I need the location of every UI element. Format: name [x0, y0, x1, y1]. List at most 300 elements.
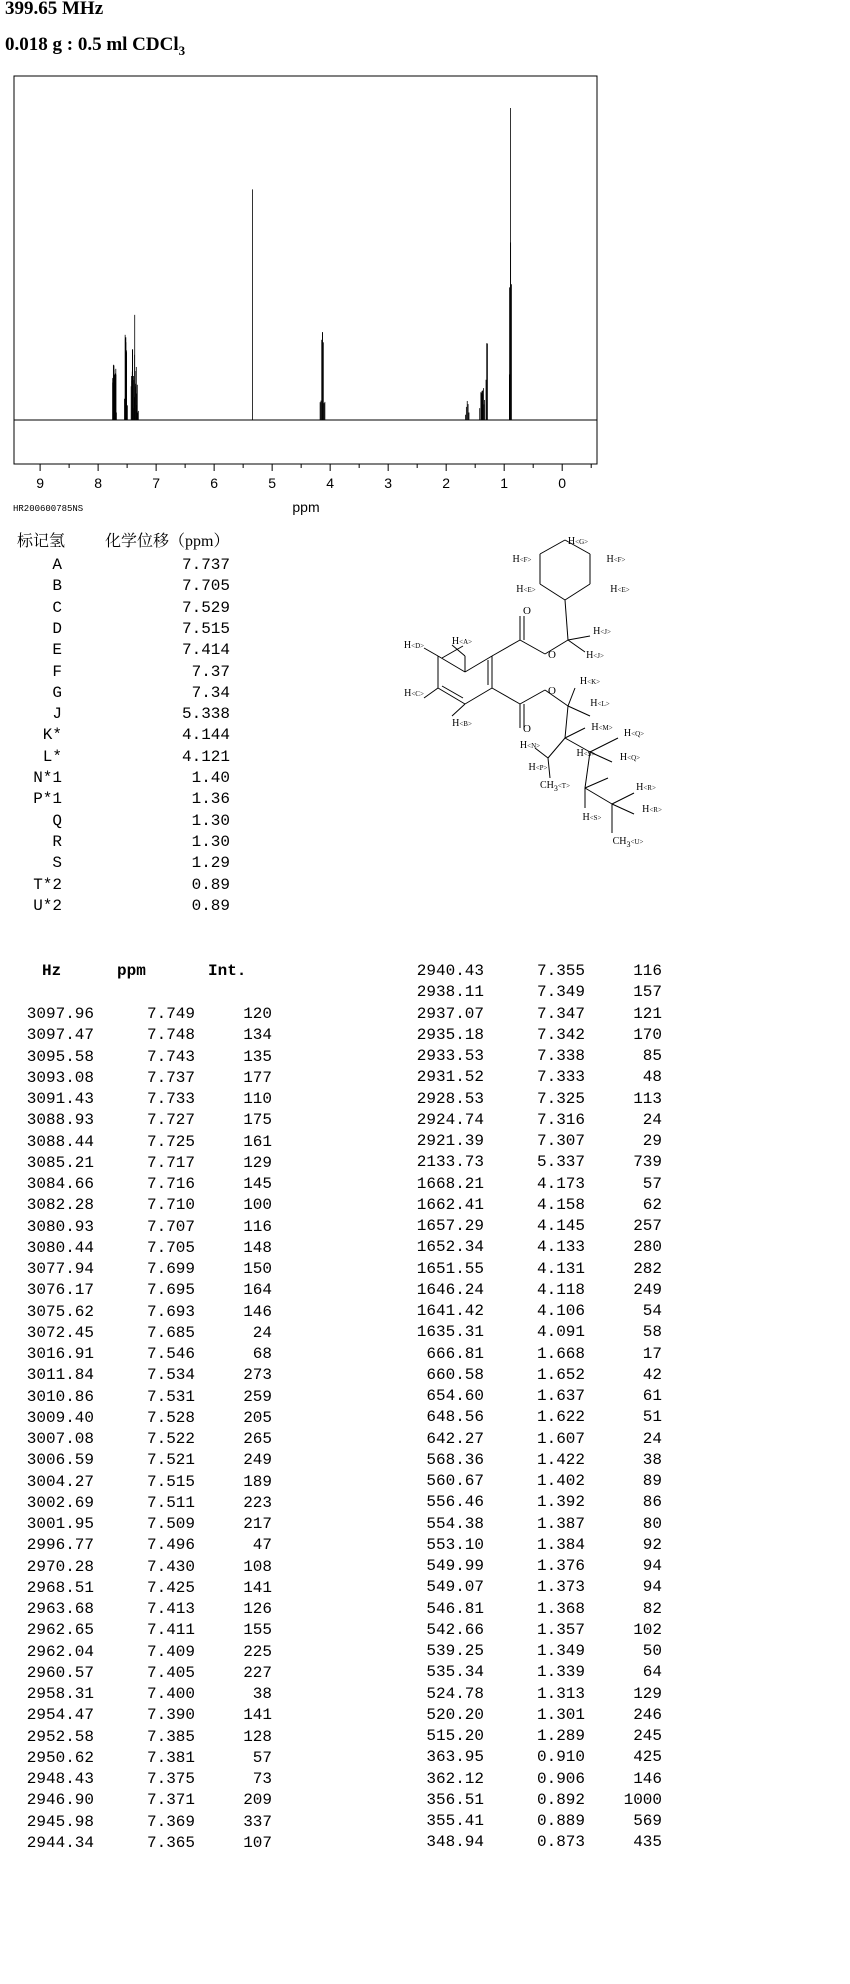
hydrogen-label: F [52, 662, 62, 681]
hydrogen-atom-label: H<E> [610, 584, 630, 595]
chemical-shift: 0.89 [191, 896, 230, 915]
peak-hz: 2962.65 [26, 1621, 94, 1640]
peak-int: 48 [642, 1068, 662, 1087]
peak-ppm: 7.369 [146, 1812, 195, 1831]
peak-hz: 2933.53 [416, 1047, 484, 1065]
subscript: 3 [553, 784, 558, 793]
x-axis-label: ppm [292, 499, 320, 515]
peak-int: 141 [243, 1706, 272, 1725]
peak-hz: 3080.44 [26, 1238, 94, 1257]
hydrogen-atom-label: H<B> [452, 718, 472, 729]
peak-hz: 3011.84 [26, 1366, 94, 1385]
atom-label: O [523, 605, 531, 617]
hydrogen-tag: <S> [589, 814, 602, 822]
peak-int: 435 [633, 1833, 662, 1852]
peak-ppm: 5.337 [536, 1153, 585, 1172]
peak-hz: 2924.74 [416, 1110, 484, 1129]
hydrogen-tag: <N> [527, 742, 541, 750]
hydrogen-tag: <R> [649, 806, 662, 814]
hydrogen-label: R [52, 832, 62, 851]
ppm-header: ppm [117, 962, 146, 980]
peak-ppm: 7.381 [146, 1748, 195, 1767]
peak-hz: 568.36 [426, 1450, 484, 1469]
peak-int: 217 [243, 1515, 272, 1533]
hydrogen-tag: <S> [583, 750, 596, 758]
hydrogen-atom-label: H<M> [591, 722, 613, 733]
tick-label: 4 [326, 475, 335, 491]
peak-ppm: 1.357 [536, 1620, 585, 1639]
peak-ppm: 0.873 [536, 1833, 585, 1852]
peak-ppm: 1.622 [536, 1408, 585, 1427]
peak-int: 58 [642, 1323, 662, 1342]
bond [612, 793, 634, 804]
hydrogen-atom-label: H<J> [593, 626, 611, 637]
peak-ppm: 1.349 [536, 1642, 585, 1660]
peak-hz: 549.07 [426, 1578, 484, 1597]
peak-ppm: 0.892 [536, 1790, 585, 1809]
hydrogen-atom-label: H<P> [528, 762, 548, 773]
peak-hz: 560.67 [426, 1472, 484, 1490]
peak-hz: 2950.62 [26, 1748, 94, 1767]
hydrogen-label: J [52, 705, 62, 724]
peak-ppm: 7.707 [146, 1217, 195, 1236]
peak-hz: 1652.34 [416, 1238, 484, 1257]
peak-ppm: 7.748 [146, 1026, 195, 1045]
bond [565, 584, 590, 600]
peak-ppm: 7.325 [536, 1089, 585, 1108]
bond [565, 728, 585, 738]
header-shift: 化学位移（ppm） [105, 533, 230, 550]
peak-int: 113 [633, 1089, 662, 1108]
peak-ppm: 7.733 [146, 1090, 195, 1108]
peak-hz: 2948.43 [26, 1770, 94, 1788]
peak-ppm: 7.685 [146, 1323, 195, 1342]
chemical-shift: 7.37 [191, 662, 230, 681]
peak-ppm: 7.695 [146, 1281, 195, 1300]
peak-hz: 3075.62 [26, 1302, 94, 1321]
peak-ppm: 7.749 [146, 1005, 195, 1023]
peak-ppm: 7.511 [146, 1493, 195, 1512]
chemical-shift: 1.29 [191, 854, 230, 873]
hydrogen-label: G [52, 683, 62, 702]
peak-hz: 2970.28 [26, 1557, 94, 1576]
peak-ppm: 7.534 [146, 1366, 195, 1385]
peak-int: 64 [642, 1663, 662, 1682]
chemical-shift: 7.529 [181, 598, 230, 617]
peak-int: 94 [642, 1557, 662, 1575]
bond [585, 788, 612, 804]
tick-label: 7 [152, 475, 161, 491]
peak-ppm: 7.693 [146, 1302, 195, 1321]
peak-int: 1000 [623, 1790, 662, 1809]
hydrogen-tag: <Q> [631, 730, 645, 738]
bond [548, 758, 550, 778]
chemical-shift: 7.515 [181, 619, 230, 638]
assignment-header [17, 528, 277, 551]
bond [492, 640, 520, 656]
peak-ppm: 1.376 [536, 1557, 585, 1575]
sample-subscript: 3 [178, 42, 186, 58]
hydrogen-label: B [52, 577, 62, 596]
peak-int: 246 [633, 1705, 662, 1724]
peak-int: 249 [633, 1280, 662, 1299]
peak-ppm: 4.173 [536, 1174, 585, 1193]
peak-hz: 556.46 [426, 1493, 484, 1512]
peak-ppm: 7.411 [146, 1621, 195, 1640]
peak-int: 61 [642, 1387, 662, 1405]
peak-ppm: 7.425 [146, 1578, 195, 1597]
hydrogen-label: T*2 [33, 875, 62, 894]
peak-ppm: 1.392 [536, 1493, 585, 1512]
peak-int: 86 [642, 1493, 662, 1512]
peak-ppm: 7.371 [146, 1791, 195, 1810]
peak-ppm: 7.400 [146, 1685, 195, 1703]
hydrogen-atom-label: H<N> [519, 740, 541, 751]
peak-int: 108 [243, 1557, 272, 1576]
peak-int: 150 [243, 1260, 272, 1278]
peak-ppm: 7.725 [146, 1132, 195, 1151]
bond [540, 540, 565, 554]
peak-hz: 363.95 [426, 1748, 484, 1767]
peak-int: 107 [243, 1833, 272, 1852]
peak-ppm: 1.637 [536, 1387, 585, 1405]
peak-int: 24 [252, 1323, 272, 1342]
peak-hz: 2996.77 [26, 1536, 94, 1555]
peak-hz: 3088.44 [26, 1132, 94, 1151]
peak-int: 38 [642, 1450, 662, 1469]
hydrogen-atom-label: H<S> [576, 748, 596, 759]
peak-hz: 3009.40 [26, 1408, 94, 1427]
peak-int: 82 [642, 1599, 662, 1618]
peak-hz: 3016.91 [26, 1345, 94, 1363]
peak-ppm: 1.387 [536, 1514, 585, 1533]
peak-ppm: 7.347 [536, 1004, 585, 1023]
hydrogen-tag: <J> [600, 628, 611, 636]
peak-int: 155 [243, 1621, 272, 1640]
peak-ppm: 7.727 [146, 1111, 195, 1130]
bond [548, 738, 565, 758]
peak-hz: 2954.47 [26, 1706, 94, 1725]
peak-hz: 660.58 [426, 1365, 484, 1384]
peak-int: 209 [243, 1791, 272, 1810]
peak-int: 259 [243, 1387, 272, 1406]
peak-int: 170 [633, 1025, 662, 1044]
peak-int: 57 [642, 1174, 662, 1193]
int-header: Int. [208, 962, 247, 980]
peak-hz: 3084.66 [26, 1175, 94, 1193]
peak-ppm: 1.402 [536, 1472, 585, 1490]
tick-label: 8 [94, 475, 103, 491]
tick-label: 0 [558, 475, 567, 491]
peak-hz: 3001.95 [26, 1515, 94, 1533]
chemical-shift: 4.121 [181, 747, 230, 766]
hydrogen-label: N*1 [33, 769, 62, 787]
peak-hz: 3006.59 [26, 1451, 94, 1470]
peak-hz: 348.94 [426, 1833, 484, 1852]
x-axis [36, 464, 591, 491]
peak-ppm: 0.889 [536, 1812, 585, 1830]
peak-hz: 3097.47 [26, 1026, 94, 1045]
bond [568, 706, 590, 716]
bond [438, 688, 465, 704]
peak-ppm: 7.546 [146, 1345, 195, 1363]
bond [565, 706, 568, 738]
peak-hz: 2944.34 [26, 1833, 94, 1852]
peak-int: 129 [243, 1153, 272, 1172]
peak-hz: 1651.55 [416, 1259, 484, 1278]
hydrogen-tag: <J> [593, 652, 604, 660]
peak-ppm: 1.313 [536, 1684, 585, 1703]
peak-ppm: 7.333 [536, 1068, 585, 1087]
peak-hz: 3080.93 [26, 1217, 94, 1236]
peak-hz: 3010.86 [26, 1387, 94, 1406]
hydrogen-label: C [52, 598, 62, 617]
peak-hz: 355.41 [426, 1812, 484, 1830]
peak-ppm: 7.737 [146, 1068, 195, 1087]
sample-concentration [5, 34, 185, 59]
peak-int: 145 [243, 1175, 272, 1193]
peak-int: 141 [243, 1578, 272, 1597]
peak-int: 146 [633, 1769, 662, 1788]
hydrogen-tag: <R> [643, 784, 656, 792]
peak-int: 148 [243, 1238, 272, 1257]
tick-label: 9 [36, 475, 45, 491]
peak-int: 177 [243, 1068, 272, 1087]
atom-label: O [548, 685, 556, 697]
peak-int: 126 [243, 1600, 272, 1618]
bond [424, 648, 438, 656]
hydrogen-atom-label: H<Q> [619, 752, 641, 763]
atom-label: O [523, 723, 531, 735]
hydrogen-label: E [52, 641, 62, 660]
tick-label: 1 [500, 475, 509, 491]
methyl-tag: <U> [630, 838, 644, 846]
peak-hz: 648.56 [426, 1408, 484, 1427]
peak-ppm: 7.531 [146, 1387, 195, 1406]
peak-hz: 2946.90 [26, 1791, 94, 1810]
peak-int: 739 [633, 1153, 662, 1172]
peak-int: 38 [252, 1685, 272, 1703]
peak-hz: 362.12 [426, 1769, 484, 1788]
peak-int: 245 [633, 1727, 662, 1745]
peak-ppm: 7.349 [536, 983, 585, 1002]
peak-int: 100 [243, 1196, 272, 1215]
peak-hz: 3076.17 [26, 1281, 94, 1300]
hydrogen-atom-label: H<A> [451, 636, 473, 647]
peak-hz: 3093.08 [26, 1068, 94, 1087]
hydrogen-tag: <L> [597, 700, 610, 708]
tick-label: 5 [268, 475, 277, 491]
peak-ppm: 0.910 [536, 1748, 585, 1767]
peak-ppm: 7.705 [146, 1238, 195, 1257]
peak-ppm: 7.528 [146, 1408, 195, 1427]
peak-int: 164 [243, 1281, 272, 1300]
peak-ppm: 4.118 [536, 1280, 585, 1299]
peak-hz: 3091.43 [26, 1090, 94, 1108]
methyl-label: $CH_3^{<T>}$ [539, 780, 571, 793]
peak-int: 57 [252, 1748, 272, 1767]
chemical-shift: 7.705 [181, 577, 230, 596]
peak-ppm: 7.355 [536, 962, 585, 980]
peak-int: 17 [642, 1344, 662, 1363]
peak-int: 116 [243, 1217, 272, 1236]
hydrogen-label: A [52, 556, 62, 574]
peak-hz: 356.51 [426, 1790, 484, 1809]
hydrogen-tag: <Q> [627, 754, 641, 762]
peak-int: 134 [243, 1026, 272, 1045]
peak-int: 51 [642, 1408, 662, 1427]
molecule-structure [390, 536, 750, 948]
peak-hz: 3085.21 [26, 1153, 94, 1172]
peak-int: 24 [642, 1110, 662, 1129]
peak-int: 120 [243, 1005, 272, 1023]
peak-int: 62 [642, 1195, 662, 1214]
peak-hz: 2960.57 [26, 1663, 94, 1682]
hydrogen-tag: <E> [617, 586, 630, 594]
bond [465, 688, 492, 704]
chemical-shift: 4.144 [181, 726, 230, 745]
chemical-shift: 1.36 [191, 790, 230, 809]
peak-ppm: 1.373 [536, 1578, 585, 1597]
peak-hz: 554.38 [426, 1514, 484, 1533]
peak-ppm: 7.413 [146, 1600, 195, 1618]
peak-hz: 3082.28 [26, 1196, 94, 1215]
peak-ppm: 7.716 [146, 1175, 195, 1193]
bond [585, 778, 608, 788]
peak-ppm: 1.368 [536, 1599, 585, 1618]
peak-hz: 1657.29 [416, 1217, 484, 1235]
methyl-label: $CH_3^{<U>}$ [612, 836, 644, 849]
peak-ppm: 7.699 [146, 1260, 195, 1278]
sample-concentration-text: 0.018 g : 0.5 ml CDCl [5, 34, 179, 55]
peak-int: 128 [243, 1727, 272, 1746]
peak-ppm: 1.301 [536, 1705, 585, 1724]
bond [424, 688, 438, 698]
peak-hz: 3088.93 [26, 1111, 94, 1130]
hydrogen-atom-label: H<J> [586, 650, 604, 661]
peak-int: 223 [243, 1493, 272, 1512]
peak-hz: 2940.43 [416, 962, 484, 980]
peak-int: 94 [642, 1578, 662, 1597]
bond [438, 656, 465, 672]
spectrum-layer [14, 108, 597, 420]
peak-ppm: 7.430 [146, 1557, 195, 1576]
hydrogen-tag: <C> [411, 690, 424, 698]
peak-int: 257 [633, 1217, 662, 1235]
peak-ppm: 7.338 [536, 1047, 585, 1065]
peak-ppm: 1.384 [536, 1535, 585, 1554]
peak-ppm: 7.521 [146, 1451, 195, 1470]
tick-label: 6 [210, 475, 219, 491]
peak-ppm: 0.906 [536, 1769, 585, 1788]
peak-hz: 3007.08 [26, 1430, 94, 1448]
peak-int: 121 [633, 1004, 662, 1023]
peak-ppm: 4.106 [536, 1302, 585, 1320]
atom-label: O [548, 649, 556, 661]
peak-int: 80 [642, 1514, 662, 1533]
peak-hz: 666.81 [426, 1344, 484, 1363]
peak-int: 116 [633, 962, 662, 980]
peak-int: 68 [252, 1345, 272, 1363]
peak-hz: 2928.53 [416, 1089, 484, 1108]
peak-ppm: 1.339 [536, 1663, 585, 1682]
peak-int: 225 [243, 1642, 272, 1661]
peak-ppm: 7.509 [146, 1515, 195, 1533]
peak-int: 280 [633, 1238, 662, 1257]
hydrogen-tag: <F> [519, 556, 532, 564]
hydrogen-atom-label: H<C> [404, 688, 424, 699]
peak-hz: 1668.21 [416, 1174, 484, 1193]
chemical-shift: 1.30 [191, 832, 230, 851]
header-label: 标记氢 [17, 533, 66, 550]
peak-ppm: 7.316 [536, 1110, 585, 1129]
peak-int: 135 [243, 1047, 272, 1066]
peak-int: 157 [633, 983, 662, 1002]
spectrometer-frequency: 399.65 MHz [5, 0, 104, 19]
peak-int: 24 [642, 1429, 662, 1448]
peak-hz: 2945.98 [26, 1812, 94, 1831]
bond [612, 804, 634, 814]
peak-ppm: 7.710 [146, 1196, 195, 1215]
peak-hz: 1641.42 [416, 1302, 484, 1320]
spectrum-code: HR200600785NS [13, 504, 84, 514]
peak-hz: 520.20 [426, 1705, 484, 1724]
peak-ppm: 7.515 [146, 1472, 195, 1491]
peak-int: 29 [642, 1132, 662, 1150]
peak-ppm: 1.607 [536, 1429, 585, 1448]
hydrogen-label: L* [42, 747, 62, 766]
peak-ppm: 7.496 [146, 1536, 195, 1555]
peak-hz: 2963.68 [26, 1600, 94, 1618]
peak-int: 92 [642, 1535, 662, 1554]
peak-hz: 2935.18 [416, 1025, 484, 1044]
peak-hz: 3097.96 [26, 1005, 94, 1023]
peak-hz: 642.27 [426, 1429, 484, 1448]
peak-ppm: 7.342 [536, 1025, 585, 1044]
peak-hz: 2133.73 [416, 1153, 484, 1172]
peak-hz: 654.60 [426, 1387, 484, 1405]
bond [565, 600, 568, 640]
peak-hz: 2952.58 [26, 1727, 94, 1746]
peak-int: 73 [252, 1770, 272, 1788]
peak-hz: 2938.11 [416, 983, 484, 1002]
peak-int: 42 [642, 1365, 662, 1384]
chemical-shift: 7.414 [181, 641, 230, 660]
hydrogen-tag: <F> [613, 556, 626, 564]
hydrogen-atom-label: H<F> [512, 554, 532, 565]
hydrogen-tag: <P> [535, 764, 548, 772]
peak-hz: 3077.94 [26, 1260, 94, 1278]
bond [568, 636, 590, 640]
peak-hz: 515.20 [426, 1727, 484, 1745]
peak-hz: 542.66 [426, 1620, 484, 1639]
peak-hz: 1646.24 [416, 1280, 484, 1299]
hydrogen-atom-label: H<S> [582, 812, 602, 823]
peak-int: 47 [252, 1536, 272, 1555]
peak-ppm: 4.158 [536, 1195, 585, 1214]
hydrogen-atom-label: H<D> [403, 640, 425, 651]
peak-int: 273 [243, 1366, 272, 1385]
peak-ppm: 4.145 [536, 1217, 585, 1235]
peak-hz: 3072.45 [26, 1323, 94, 1342]
peak-ppm: 1.668 [536, 1344, 585, 1363]
peak-ppm: 7.307 [536, 1132, 585, 1150]
bond [568, 640, 585, 652]
peak-int: 265 [243, 1430, 272, 1448]
peak-int: 569 [633, 1812, 662, 1830]
hydrogen-tag: <E> [523, 586, 536, 594]
peak-ppm: 4.133 [536, 1238, 585, 1257]
